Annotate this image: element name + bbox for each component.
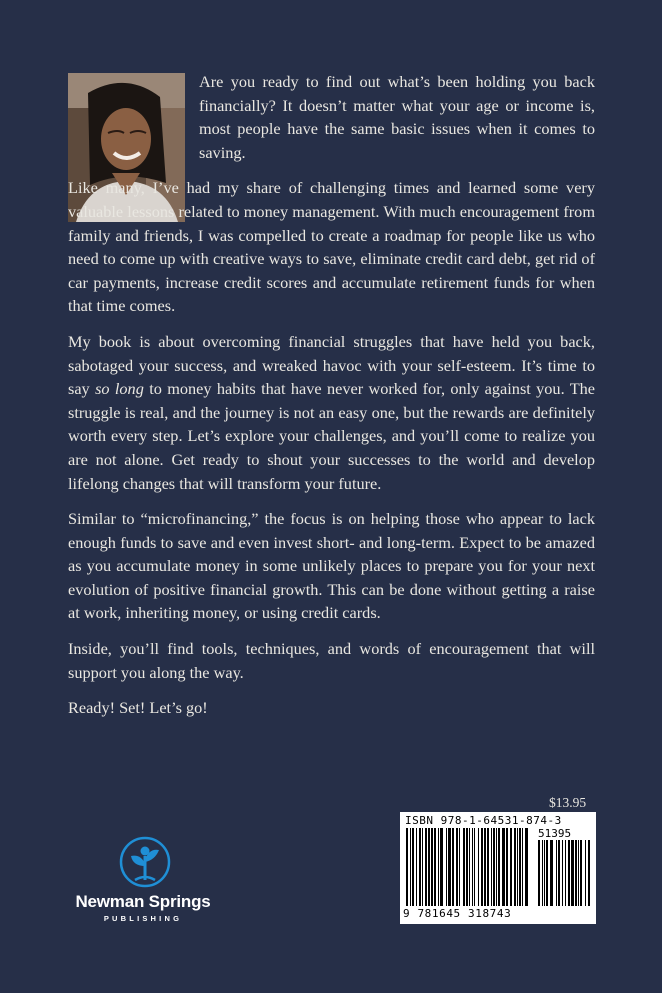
barcode-bar	[510, 828, 512, 906]
blurb-paragraph-3	[68, 330, 595, 495]
barcode-bar	[446, 828, 447, 906]
barcode-bar	[568, 840, 570, 906]
barcode-bar	[487, 828, 489, 906]
barcode-bar	[466, 828, 468, 906]
barcode-main-bars	[406, 828, 530, 906]
barcode-bar	[412, 828, 414, 906]
publisher-logo	[62, 836, 224, 932]
sprout-icon	[119, 836, 171, 888]
barcode-bar	[585, 840, 586, 906]
barcode-bar	[562, 840, 563, 906]
barcode-bar	[565, 840, 566, 906]
barcode-bar	[517, 828, 518, 906]
barcode-bar	[546, 840, 548, 906]
barcode-bar	[425, 828, 427, 906]
barcode-bar	[502, 828, 505, 906]
isbn-text: ISBN 978-1-64531-874-3	[405, 814, 562, 827]
ean-digits: 9 781645 318743	[403, 907, 512, 920]
barcode-bar	[410, 828, 411, 906]
barcode-bar	[406, 828, 408, 906]
barcode-bar	[459, 828, 460, 906]
blurb-paragraph-5: Inside, you’ll find tools, techniques, and words of encouragement that will support you along the way.	[68, 639, 595, 682]
barcode-bar	[493, 828, 495, 906]
blurb-paragraph-3-part-b: to money habits that have never worked for, only against you. The struggle is real, and the journey is not an easy one, but the rewards are definitely worth every step. Let’s explore your challenges, and you’ll come to realize you are not alone. Get ready to shout your successes to the world and develop lifelong changes that will transform your future.	[68, 379, 596, 493]
blurb-paragraph-2	[68, 176, 595, 318]
barcode-bar	[431, 828, 433, 906]
price-label: $13.95	[549, 795, 587, 810]
barcode-bar	[478, 828, 479, 906]
barcode-bar	[481, 828, 483, 906]
barcode-bar	[422, 828, 423, 906]
barcode-bar	[463, 828, 465, 906]
barcode-bar	[575, 840, 577, 906]
barcode-bar	[434, 828, 436, 906]
barcode-bar	[469, 828, 470, 906]
blurb-paragraph-4: Similar to “microfinancing,” the focus is on helping those who appear to lack enough funds to save and even invest short- and long-term. Expect to be amazed as you accumulate money in some unlikely places to prepare you for your next evolution of positive financial growth. This can be done without getting a raise at work, inheriting money, or using credit cards.	[68, 509, 595, 623]
barcode-bar	[472, 828, 473, 906]
barcode-bar	[419, 828, 421, 906]
barcode-bar	[496, 828, 497, 906]
barcode-bar	[558, 840, 560, 906]
barcode-bar	[484, 828, 486, 906]
isbn-barcode	[400, 812, 596, 924]
barcode-bar	[456, 828, 458, 906]
barcode-bar	[556, 840, 557, 906]
blurb-paragraph-3-part-a: My book is about overcoming financial struggles that have held you back, sabotaged your success, and wreaked havoc with your self-esteem. It’s time to say	[68, 331, 595, 399]
publisher-name: Newman Springs	[75, 892, 211, 911]
blurb-paragraph-6: Ready! Set! Let’s go!	[68, 698, 208, 718]
publisher-subtitle: PUBLISHING	[103, 914, 183, 923]
barcode-addon-digits: 51395	[538, 827, 572, 840]
barcode-bar	[428, 828, 430, 906]
barcode-bar	[580, 840, 582, 906]
blurb-emphasis: so long	[95, 379, 144, 399]
blurb	[68, 70, 595, 732]
blurb-paragraph-1: Are you ready to find out what’s been holding you back financially? It doesn’t matter what your age or income is, most people have the same basic issues when it comes to saving.	[199, 72, 595, 162]
barcode-bar	[544, 840, 545, 906]
barcode-bar	[538, 840, 540, 906]
barcode-bar	[519, 828, 521, 906]
barcode-bar	[440, 828, 443, 906]
barcode-bar	[416, 828, 417, 906]
barcode-addon-bars	[538, 840, 590, 906]
blurb-paragraph-2-text: Like many, I’ve had my share of challenging times and learned some very valuable lessons related to money management. With much encouragement from family and friends, I was compelled to create a roadmap for people like us who need to come up with creative ways to save, eliminate credit card debt, get rid of car payments, increase credit scores and accumulate retirement funds for when that time comes.	[68, 178, 595, 316]
barcode-bar	[571, 840, 574, 906]
barcode-bar	[438, 828, 439, 906]
barcode-bar	[498, 828, 500, 906]
barcode-bar	[474, 828, 475, 906]
barcode-bar	[542, 840, 543, 906]
barcode-bar	[588, 840, 590, 906]
barcode-bar	[522, 828, 523, 906]
barcode-bar	[452, 828, 454, 906]
barcode-bar	[514, 828, 516, 906]
barcode-bar	[550, 840, 553, 906]
barcode-bar	[491, 828, 492, 906]
barcode-bar	[525, 828, 528, 906]
barcode-bar	[506, 828, 508, 906]
barcode-bar	[578, 840, 579, 906]
barcode-bar	[448, 828, 451, 906]
